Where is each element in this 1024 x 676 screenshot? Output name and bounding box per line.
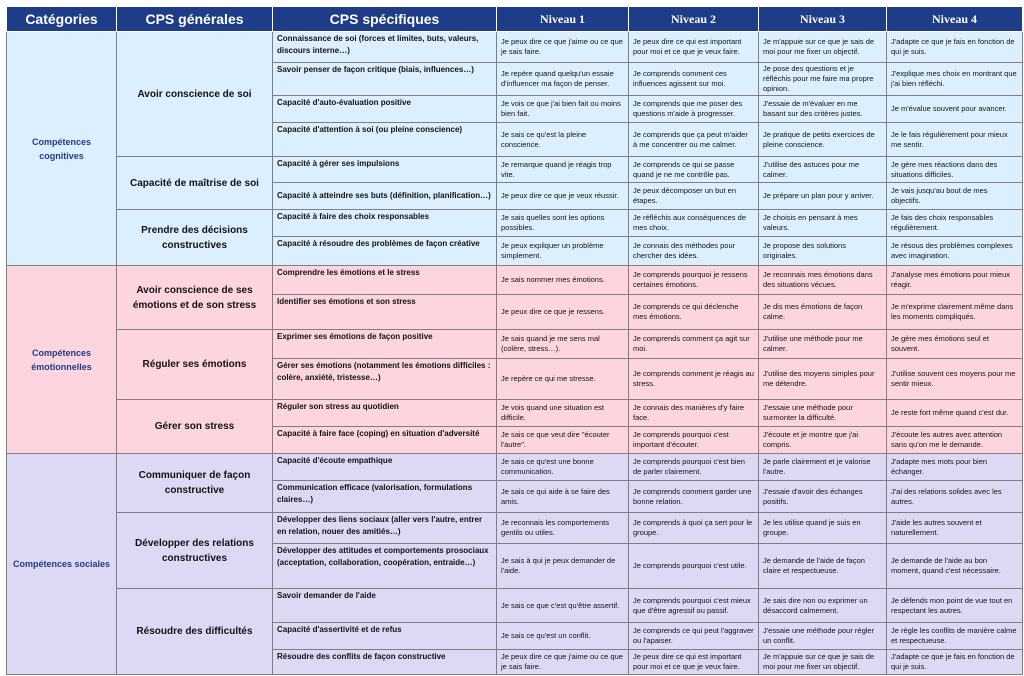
header-row bbox=[7, 7, 1023, 32]
header-categories: Catégories bbox=[7, 7, 117, 32]
level-2-cell: Je comprends à quoi ça sert pour le groupe. bbox=[629, 513, 759, 544]
general-skill: Développer des relations constructives bbox=[117, 513, 273, 589]
level-2-cell: Je comprends pourquoi je ressens certaines émotions. bbox=[629, 266, 759, 295]
level-4-cell: Je m'exprime clairement même dans les moments compliqués. bbox=[887, 295, 1023, 330]
level-3-cell: Je pose des questions et je réfléchis pour me faire ma propre opinion. bbox=[759, 63, 887, 96]
level-1-cell: Je vois quand une situation est difficile. bbox=[497, 400, 629, 427]
level-3-cell: J'essaie une méthode pour régler un conflit. bbox=[759, 623, 887, 650]
specific-skill: Capacité à gérer ses impulsions bbox=[273, 157, 497, 183]
level-4-cell: J'adapte ce que je fais en fonction de qui je suis. bbox=[887, 32, 1023, 63]
specific-skill: Gérer ses émotions (notamment les émotions difficiles : colère, anxiété, tristesse…) bbox=[273, 359, 497, 400]
level-3-cell: J'essaie une méthode pour surmonter la difficulté. bbox=[759, 400, 887, 427]
level-1-cell: Je sais quand je me sens mal (colère, stress…). bbox=[497, 330, 629, 359]
level-3-cell: Je m'appuie sur ce que je sais de moi pour me fixer un objectif. bbox=[759, 650, 887, 675]
level-4-cell: Je reste fort même quand c'est dur. bbox=[887, 400, 1023, 427]
specific-skill: Capacité à faire des choix responsables bbox=[273, 210, 497, 237]
level-1-cell: Je peux dire ce que je ressens. bbox=[497, 295, 629, 330]
category-cognitive: Compétences cognitives bbox=[7, 32, 117, 266]
level-1-cell: Je sais nommer mes émotions. bbox=[497, 266, 629, 295]
general-skill: Gérer son stress bbox=[117, 400, 273, 454]
specific-skill: Capacité d'auto-évaluation positive bbox=[273, 96, 497, 123]
level-4-cell: J'écoute les autres avec attention sans qu'on me le demande. bbox=[887, 427, 1023, 454]
level-3-cell: J'utilise des moyens simples pour me détendre. bbox=[759, 359, 887, 400]
level-4-cell: J'adapte ce que je fais en fonction de qui je suis. bbox=[887, 650, 1023, 675]
level-2-cell: Je peux dire ce qui est important pour moi et ce que je veux faire. bbox=[629, 650, 759, 675]
level-2-cell: Je comprends pourquoi c'est utile. bbox=[629, 544, 759, 589]
level-4-cell: J'analyse mes émotions pour mieux réagir. bbox=[887, 266, 1023, 295]
level-1-cell: Je sais ce qui aide à se faire des amis. bbox=[497, 481, 629, 513]
level-3-cell: Je parle clairement et je valorise l'autre. bbox=[759, 454, 887, 481]
level-4-cell: J'explique mes choix en montrant que j'ai bien réfléchi. bbox=[887, 63, 1023, 96]
header-general-skills: CPS générales bbox=[117, 7, 273, 32]
header-level-1: Niveau 1 bbox=[497, 7, 629, 32]
level-2-cell: Je comprends ce qui se passe quand je ne me contrôle pas. bbox=[629, 157, 759, 183]
specific-skill: Communication efficace (valorisation, formulations claires…) bbox=[273, 481, 497, 513]
general-skill: Prendre des décisions constructives bbox=[117, 210, 273, 266]
table-row bbox=[7, 400, 1023, 427]
level-2-cell: Je comprends comment ces influences agissent sur moi. bbox=[629, 63, 759, 96]
level-2-cell: Je comprends comment garder une bonne relation. bbox=[629, 481, 759, 513]
specific-skill: Identifier ses émotions et son stress bbox=[273, 295, 497, 330]
level-3-cell: J'essaie d'avoir des échanges positifs. bbox=[759, 481, 887, 513]
specific-skill: Capacité à résoudre des problèmes de façon créative bbox=[273, 237, 497, 266]
table-row bbox=[7, 32, 1023, 63]
table-row bbox=[7, 210, 1023, 237]
level-3-cell: Je dis mes émotions de façon calme. bbox=[759, 295, 887, 330]
level-1-cell: Je sais ce qu'est la pleine conscience. bbox=[497, 123, 629, 157]
level-1-cell: Je reconnais les comportements gentils ou utiles. bbox=[497, 513, 629, 544]
section-emotional bbox=[7, 266, 1023, 454]
level-4-cell: Je résous des problèmes complexes avec imagination. bbox=[887, 237, 1023, 266]
level-4-cell: J'ai des relations solides avec les autres. bbox=[887, 481, 1023, 513]
category-social: Compétences sociales bbox=[7, 454, 117, 675]
level-4-cell: Je m'évalue souvent pour avancer. bbox=[887, 96, 1023, 123]
table-row bbox=[7, 513, 1023, 544]
level-2-cell: Je comprends ce qui déclenche mes émotions. bbox=[629, 295, 759, 330]
table-row bbox=[7, 157, 1023, 183]
general-skill: Communiquer de façon constructive bbox=[117, 454, 273, 513]
category-emotional: Compétences émotionnelles bbox=[7, 266, 117, 454]
level-3-cell: Je demande de l'aide de façon claire et respectueuse. bbox=[759, 544, 887, 589]
general-skill: Résoudre des difficultés bbox=[117, 589, 273, 675]
specific-skill: Savoir demander de l'aide bbox=[273, 589, 497, 623]
level-2-cell: Je comprends que me poser des questions m'aide à progresser. bbox=[629, 96, 759, 123]
table-row bbox=[7, 589, 1023, 623]
section-cognitive bbox=[7, 32, 1023, 266]
level-4-cell: Je gère mes émotions seul et souvent. bbox=[887, 330, 1023, 359]
level-3-cell: Je propose des solutions originales. bbox=[759, 237, 887, 266]
level-1-cell: Je sais ce que veut dire "écouter l'autre". bbox=[497, 427, 629, 454]
level-4-cell: Je gère mes réactions dans des situations difficiles. bbox=[887, 157, 1023, 183]
specific-skill: Développer des liens sociaux (aller vers l'autre, entrer en relation, nouer des amitiés…) bbox=[273, 513, 497, 544]
level-3-cell: Je les utilise quand je suis en groupe. bbox=[759, 513, 887, 544]
specific-skill: Résoudre des conflits de façon constructive bbox=[273, 650, 497, 675]
header-level-3: Niveau 3 bbox=[759, 7, 887, 32]
level-1-cell: Je sais ce que c'est qu'être assertif. bbox=[497, 589, 629, 623]
table-row bbox=[7, 330, 1023, 359]
specific-skill: Développer des attitudes et comportements prosociaux (acceptation, collaboration, coopération, entraide…) bbox=[273, 544, 497, 589]
table-row bbox=[7, 454, 1023, 481]
level-3-cell: Je reconnais mes émotions dans des situations vécues. bbox=[759, 266, 887, 295]
level-4-cell: Je vais jusqu'au bout de mes objectifs. bbox=[887, 183, 1023, 210]
specific-skill: Exprimer ses émotions de façon positive bbox=[273, 330, 497, 359]
level-2-cell: Je comprends pourquoi c'est important d'écouter. bbox=[629, 427, 759, 454]
section-social bbox=[7, 454, 1023, 675]
level-2-cell: Je comprends que ça peut m'aider à me concentrer ou me calmer. bbox=[629, 123, 759, 157]
specific-skill: Capacité à atteindre ses buts (définition, planification…) bbox=[273, 183, 497, 210]
level-2-cell: Je comprends pourquoi c'est mieux que d'être agressif ou passif. bbox=[629, 589, 759, 623]
header-level-2: Niveau 2 bbox=[629, 7, 759, 32]
specific-skill: Capacité d'attention à soi (ou pleine conscience) bbox=[273, 123, 497, 157]
level-1-cell: Je sais à qui je peux demander de l'aide. bbox=[497, 544, 629, 589]
table-row bbox=[7, 266, 1023, 295]
header-level-4: Niveau 4 bbox=[887, 7, 1023, 32]
level-1-cell: Je sais quelles sont les options possibles. bbox=[497, 210, 629, 237]
specific-skill: Savoir penser de façon critique (biais, influences…) bbox=[273, 63, 497, 96]
level-4-cell: Je défends mon point de vue tout en respectant les autres. bbox=[887, 589, 1023, 623]
level-3-cell: Je sais dire non ou exprimer un désaccord calmement. bbox=[759, 589, 887, 623]
level-3-cell: J'écoute et je montre que j'ai compris. bbox=[759, 427, 887, 454]
level-3-cell: J'utilise des astuces pour me calmer. bbox=[759, 157, 887, 183]
level-3-cell: Je m'appuie sur ce que je sais de moi pour me fixer un objectif. bbox=[759, 32, 887, 63]
level-1-cell: Je remarque quand je réagis trop vite. bbox=[497, 157, 629, 183]
level-2-cell: Je connais des méthodes pour chercher des idées. bbox=[629, 237, 759, 266]
specific-skill: Comprendre les émotions et le stress bbox=[273, 266, 497, 295]
specific-skill: Capacité d'assertivité et de refus bbox=[273, 623, 497, 650]
level-3-cell: Je choisis en pensant à mes valeurs. bbox=[759, 210, 887, 237]
general-skill: Capacité de maîtrise de soi bbox=[117, 157, 273, 210]
level-2-cell: Je comprends ce qui peut l'aggraver ou l'apaiser. bbox=[629, 623, 759, 650]
level-4-cell: Je fais des choix responsables régulièrement. bbox=[887, 210, 1023, 237]
level-2-cell: Je réfléchis aux conséquences de mes choix. bbox=[629, 210, 759, 237]
level-4-cell: Je le fais régulièrement pour mieux me sentir. bbox=[887, 123, 1023, 157]
header-specific-skills: CPS spécifiques bbox=[273, 7, 497, 32]
specific-skill: Connaissance de soi (forces et limites, buts, valeurs, discours interne…) bbox=[273, 32, 497, 63]
level-4-cell: J'utilise souvent ces moyens pour me sentir mieux. bbox=[887, 359, 1023, 400]
level-2-cell: Je comprends comment ça agit sur moi. bbox=[629, 330, 759, 359]
level-1-cell: Je sais ce qu'est un conflit. bbox=[497, 623, 629, 650]
level-3-cell: Je pratique de petits exercices de pleine conscience. bbox=[759, 123, 887, 157]
general-skill: Réguler ses émotions bbox=[117, 330, 273, 400]
general-skill: Avoir conscience de ses émotions et de son stress bbox=[117, 266, 273, 330]
level-2-cell: Je peux décomposer un but en étapes. bbox=[629, 183, 759, 210]
level-4-cell: Je règle les conflits de manière calme et respectueuse. bbox=[887, 623, 1023, 650]
specific-skill: Capacité à faire face (coping) en situation d'adversité bbox=[273, 427, 497, 454]
level-3-cell: J'utilise une méthode pour me calmer. bbox=[759, 330, 887, 359]
level-1-cell: Je vois ce que j'ai bien fait ou moins bien fait. bbox=[497, 96, 629, 123]
specific-skill: Capacité d'écoute empathique bbox=[273, 454, 497, 481]
level-1-cell: Je repère quand quelqu'un essaie d'influencer ma façon de penser. bbox=[497, 63, 629, 96]
level-3-cell: Je prépare un plan pour y arriver. bbox=[759, 183, 887, 210]
level-1-cell: Je sais ce qu'est une bonne communication. bbox=[497, 454, 629, 481]
level-2-cell: Je comprends comment je réagis au stress. bbox=[629, 359, 759, 400]
cps-competency-table bbox=[6, 6, 1023, 675]
level-1-cell: Je peux dire ce que j'aime ou ce que je sais faire. bbox=[497, 650, 629, 675]
level-2-cell: Je connais des manières d'y faire face. bbox=[629, 400, 759, 427]
level-2-cell: Je peux dire ce qui est important pour moi et ce que je veux faire. bbox=[629, 32, 759, 63]
level-2-cell: Je comprends pourquoi c'est bien de parler clairement. bbox=[629, 454, 759, 481]
level-4-cell: J'adapte mes mots pour bien échanger. bbox=[887, 454, 1023, 481]
level-1-cell: Je peux dire ce que je veux réussir. bbox=[497, 183, 629, 210]
general-skill: Avoir conscience de soi bbox=[117, 32, 273, 157]
level-1-cell: Je peux dire ce que j'aime ou ce que je sais faire. bbox=[497, 32, 629, 63]
specific-skill: Réguler son stress au quotidien bbox=[273, 400, 497, 427]
level-4-cell: J'aide les autres souvent et naturellement. bbox=[887, 513, 1023, 544]
level-1-cell: Je peux expliquer un problème simplement. bbox=[497, 237, 629, 266]
level-3-cell: J'essaie de m'évaluer en me basant sur des critères justes. bbox=[759, 96, 887, 123]
level-4-cell: Je demande de l'aide au bon moment, quand c'est nécessaire. bbox=[887, 544, 1023, 589]
level-1-cell: Je repère ce qui me stresse. bbox=[497, 359, 629, 400]
